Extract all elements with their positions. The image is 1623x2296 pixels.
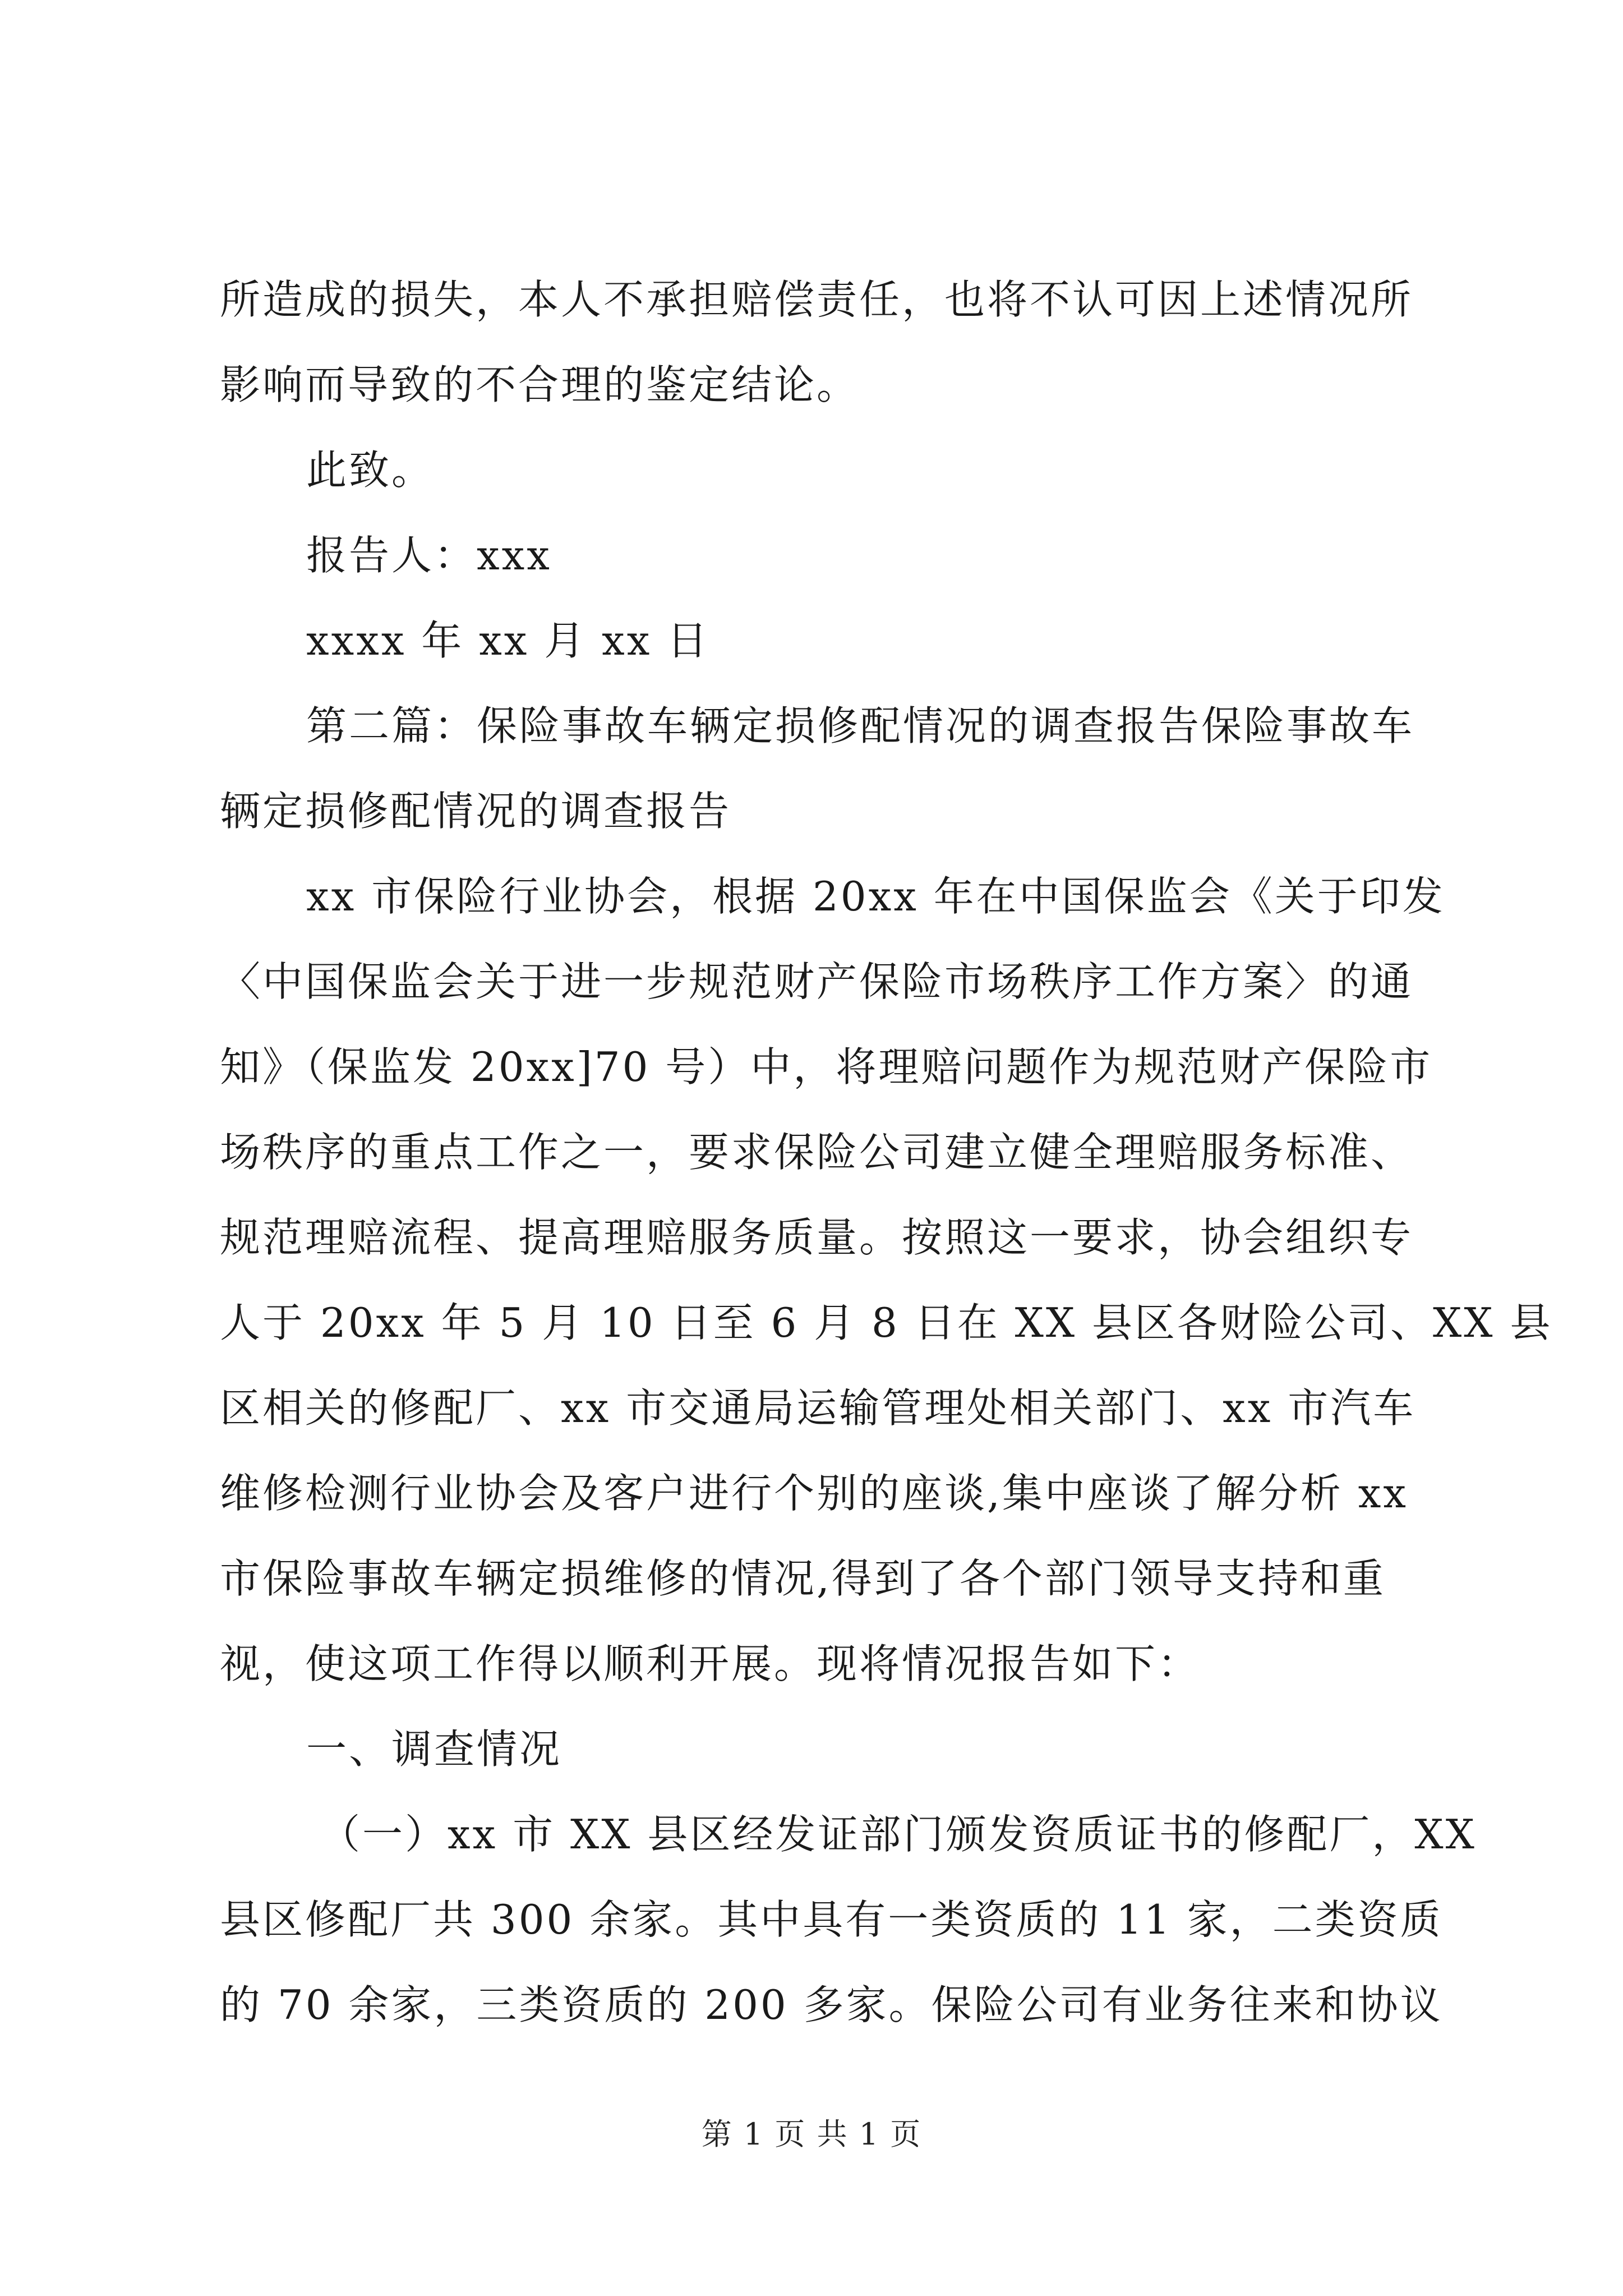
body-line: 的 70 余家，三类资质的 200 多家。保险公司有业务往来和协议	[220, 1981, 1443, 2028]
body-line: 所造成的损失，本人不承担赔偿责任，也将不认可因上述情况所	[220, 276, 1414, 323]
body-line: 场秩序的重点工作之一，要求保险公司建立健全理赔服务标准、	[220, 1129, 1414, 1176]
body-line: 市保险事故车辆定损维修的情况,得到了各个部门领导支持和重	[220, 1555, 1386, 1602]
document-body	[220, 257, 1553, 2047]
body-line: 〈中国保监会关于进一步规范财产保险市场秩序工作方案〉的通	[220, 958, 1414, 1005]
body-line: 规范理赔流程、提高理赔服务质量。按照这一要求，协会组织专	[220, 1214, 1414, 1261]
body-line: 视，使这项工作得以顺利开展。现将情况报告如下：	[220, 1640, 1201, 1687]
date-line: xxxx 年 xx 月 xx 日	[306, 617, 710, 664]
section-title: 第二篇：保险事故车辆定损修配情况的调查报告保险事故车	[306, 702, 1415, 749]
body-line: 县区修配厂共 300 余家。其中具有一类资质的 11 家，二类资质	[220, 1896, 1443, 1943]
closing-line: 此致。	[306, 447, 435, 494]
body-line: 影响而导致的不合理的鉴定结论。	[220, 361, 860, 408]
body-line: 区相关的修配厂、xx 市交通局运输管理处相关部门、xx 市汽车	[220, 1384, 1416, 1432]
section-heading: 一、调查情况	[306, 1726, 562, 1773]
body-line: 人于 20xx 年 5 月 10 日至 6 月 8 日在 XX 县区各财险公司、XX 县	[220, 1299, 1553, 1346]
body-line: 知》（保监发 20xx]70 号）中，将理赔问题作为规范财产保险市	[220, 1043, 1433, 1091]
subsection-line: （一）xx 市 XX 县区经发证部门颁发资质证书的修配厂，XX	[320, 1811, 1477, 1858]
page-footer: 第 1 页 共 1 页	[701, 2116, 922, 2152]
body-line: 维修检测行业协会及客户进行个别的座谈,集中座谈了解分析 xx	[220, 1470, 1408, 1517]
body-line: xx 市保险行业协会，根据 20xx 年在中国保监会《关于印发	[306, 873, 1445, 920]
section-title-continued: 辆定损修配情况的调查报告	[220, 788, 732, 835]
reporter-line: 报告人：xxx	[306, 532, 552, 579]
